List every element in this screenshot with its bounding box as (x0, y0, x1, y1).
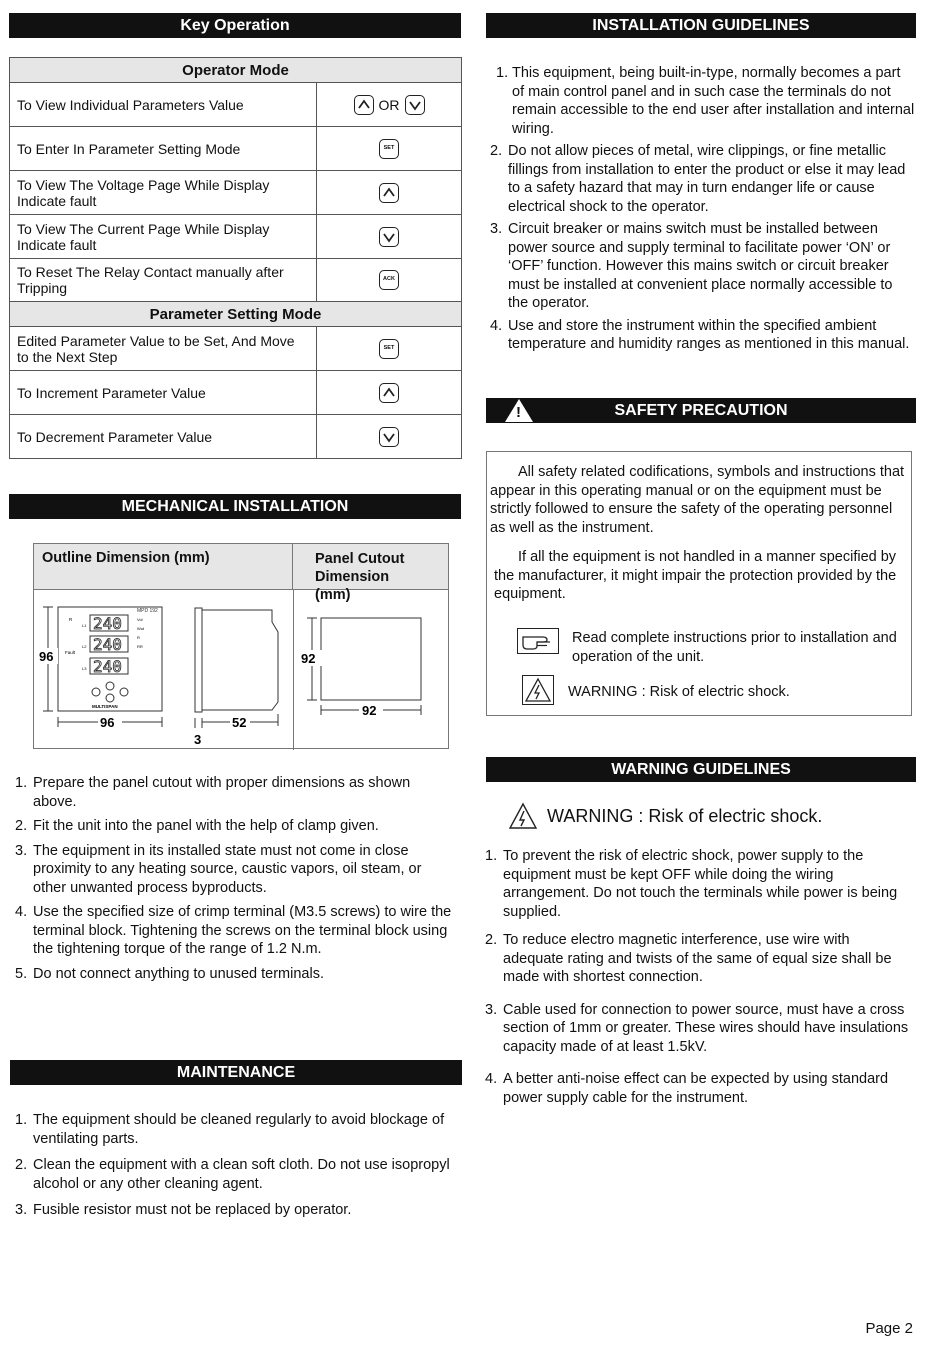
list-item: 2. Do not allow pieces of metal, wire clippings, or fine metallic fillings from installation to enter the product or else it may lead to a safety hazard that may in turn endanger life or cause electrical shock to the operator. (490, 143, 906, 215)
warning-guidelines-header: WARNING GUIDELINES (486, 757, 916, 782)
table-row-label: To View The Current Page While Display Indicate fault (10, 215, 317, 259)
mechanical-steps (15, 774, 455, 983)
list-item: 4. A better anti-noise effect can be expected by using standard power supply cable for the instrument. (485, 1071, 889, 1106)
phase-label: L1 (82, 623, 87, 628)
table-row-label: To Increment Parameter Value (10, 371, 317, 415)
list-item: 3. Circuit breaker or mains switch must be installed between power source and supply terminal to facilitate power ‘ON’ or ‘OFF’ function. However this mains switch or circuit breaker must be installed at convenient place normally accessible to the operator. (490, 221, 893, 311)
dim-52: 52 (232, 715, 247, 730)
list-item: 3. The equipment in its installed state must not come in close proximity to any heating source, caustic vapors, oil steam, or other unwanted process byproducts. (15, 842, 422, 896)
table-row-label: Edited Parameter Value to be Set, And Move to the Next Step (10, 327, 317, 371)
electric-shock-icon (508, 802, 538, 830)
dim-96-height: 96 (39, 649, 54, 664)
pointing-hand-icon (517, 628, 559, 654)
panel-cutout-header: Panel Cutout Dimension (mm) (293, 544, 448, 590)
up-key-icon (379, 183, 399, 203)
outline-dimension-header: Outline Dimension (mm) (34, 544, 293, 590)
page-number: Page 2 (865, 1320, 913, 1337)
panel-cutout-outline (321, 618, 421, 700)
side-view-body (202, 610, 278, 710)
down-key-icon (379, 227, 399, 247)
up-key-icon (354, 95, 374, 115)
set-key-icon: SET (379, 139, 399, 159)
model-label: MPD 192 (137, 608, 158, 614)
list-item: 3. Fusible resistor must not be replaced by operator. (15, 1202, 352, 1218)
side-label: R (69, 617, 73, 622)
safety-paragraph: If all the equipment is not handled in a manner specified by the manufacturer, it might impair the protection provided by the equipment. (494, 549, 897, 602)
maintenance-header: MAINTENANCE (10, 1060, 462, 1085)
dimension-drawing (34, 590, 448, 750)
display-digits: 240 (93, 635, 122, 654)
table-row-label: To Enter In Parameter Setting Mode (10, 127, 317, 171)
safety-paragraph: All safety related codifications, symbols and instructions that appear in this operating manual or on the equipment must be strictly followed to ensure the safety of the operating personnel as well as the instrument. (490, 464, 905, 536)
side-label: Wut (137, 626, 145, 631)
safety-precaution-header (486, 398, 916, 423)
list-item: 1. The equipment should be cleaned regularly to avoid blockage of ventilating parts. (15, 1112, 445, 1147)
safety-title: SAFETY PRECAUTION (614, 402, 788, 419)
list-item: 3. Cable used for connection to power source, must have a cross section of 1mm or greater. These wires should have insulations capacity made of at least 1.5kV. (485, 1001, 909, 1055)
operator-mode-header: Operator Mode (10, 58, 462, 83)
table-row-label: To View Individual Parameters Value (10, 83, 317, 127)
side-label: Vol (137, 617, 143, 622)
side-label: R (137, 635, 140, 640)
list-item: 4. Use the specified size of crimp terminal (M3.5 screws) to wire the terminal block. Tightening the screws on the terminal block using the tightening torque of the range of 1.2 N.m. (15, 904, 452, 957)
side-label: RR (137, 644, 143, 649)
table-row-label: To Reset The Relay Contact manually after Tripping (10, 259, 317, 302)
phase-label: L3 (82, 666, 87, 671)
list-item: 1. To prevent the risk of electric shock, power supply to the equipment must be kept OFF while doing the wiring arrangement. Do not touch the terminals while power is being supplied. (485, 848, 898, 920)
dim-3: 3 (194, 732, 202, 747)
list-item: 1. This equipment, being built-in-type, normally becomes a part of main control panel and in such case the terminals do not remain accessible to the end user after installation and internal wiring. (496, 65, 915, 137)
table-row-label: To Decrement Parameter Value (10, 415, 317, 459)
shock-warning-note: WARNING : Risk of electric shock. (568, 684, 790, 700)
installation-steps (490, 64, 915, 354)
list-item: 1. Prepare the panel cutout with proper dimensions as shown above. (15, 775, 411, 810)
table-row-label: To View The Voltage Page While Display Indicate fault (10, 171, 317, 215)
brand-logo: MULTISPAN (92, 704, 118, 709)
safety-box (486, 451, 912, 716)
up-key-icon (379, 383, 399, 403)
read-instructions-note: Read complete instructions prior to installation and operation of the unit. (572, 630, 897, 665)
set-key-icon: SET (379, 339, 399, 359)
list-item: 4. Use and store the instrument within the specified ambient temperature and humidity ranges as mentioned in this manual. (490, 317, 910, 352)
electric-shock-icon (522, 675, 554, 705)
side-view-bezel (195, 608, 202, 712)
ack-key-icon: ACK (379, 270, 399, 290)
key-operation-header: Key Operation (9, 13, 461, 38)
down-key-icon (405, 95, 425, 115)
maintenance-steps (15, 1111, 455, 1220)
mechanical-installation-header: MECHANICAL INSTALLATION (9, 494, 461, 519)
dim-92-height: 92 (301, 651, 316, 666)
warning-heading: WARNING : Risk of electric shock. (547, 806, 823, 826)
phase-label: L2 (82, 644, 87, 649)
up-or-down-keys (317, 83, 462, 127)
list-item: 2. Clean the equipment with a clean soft cloth. Do not use isopropyl alcohol or any other cleaning agent. (15, 1157, 450, 1192)
dim-96-width: 96 (100, 715, 115, 730)
warning-steps (485, 847, 913, 1107)
warning-badge: ! (516, 404, 521, 421)
down-key-icon (379, 427, 399, 447)
list-item: 5. Do not connect anything to unused terminals. (15, 965, 324, 982)
dimension-diagram (33, 543, 449, 749)
list-item: 2. To reduce electro magnetic interference, use wire with adequate rating and twists of the same of equal size shall be made with shortest connection. (485, 932, 892, 985)
dim-92-width: 92 (362, 703, 377, 718)
display-digits: 240 (93, 614, 122, 633)
parameter-setting-mode-header: Parameter Setting Mode (10, 302, 462, 327)
side-label: Fault (65, 650, 76, 655)
display-digits: 240 (93, 657, 122, 676)
list-item: 2. Fit the unit into the panel with the help of clamp given. (15, 818, 379, 834)
key-operation-table (9, 57, 462, 459)
or-label: OR (378, 96, 400, 113)
installation-guidelines-header: INSTALLATION GUIDELINES (486, 13, 916, 38)
